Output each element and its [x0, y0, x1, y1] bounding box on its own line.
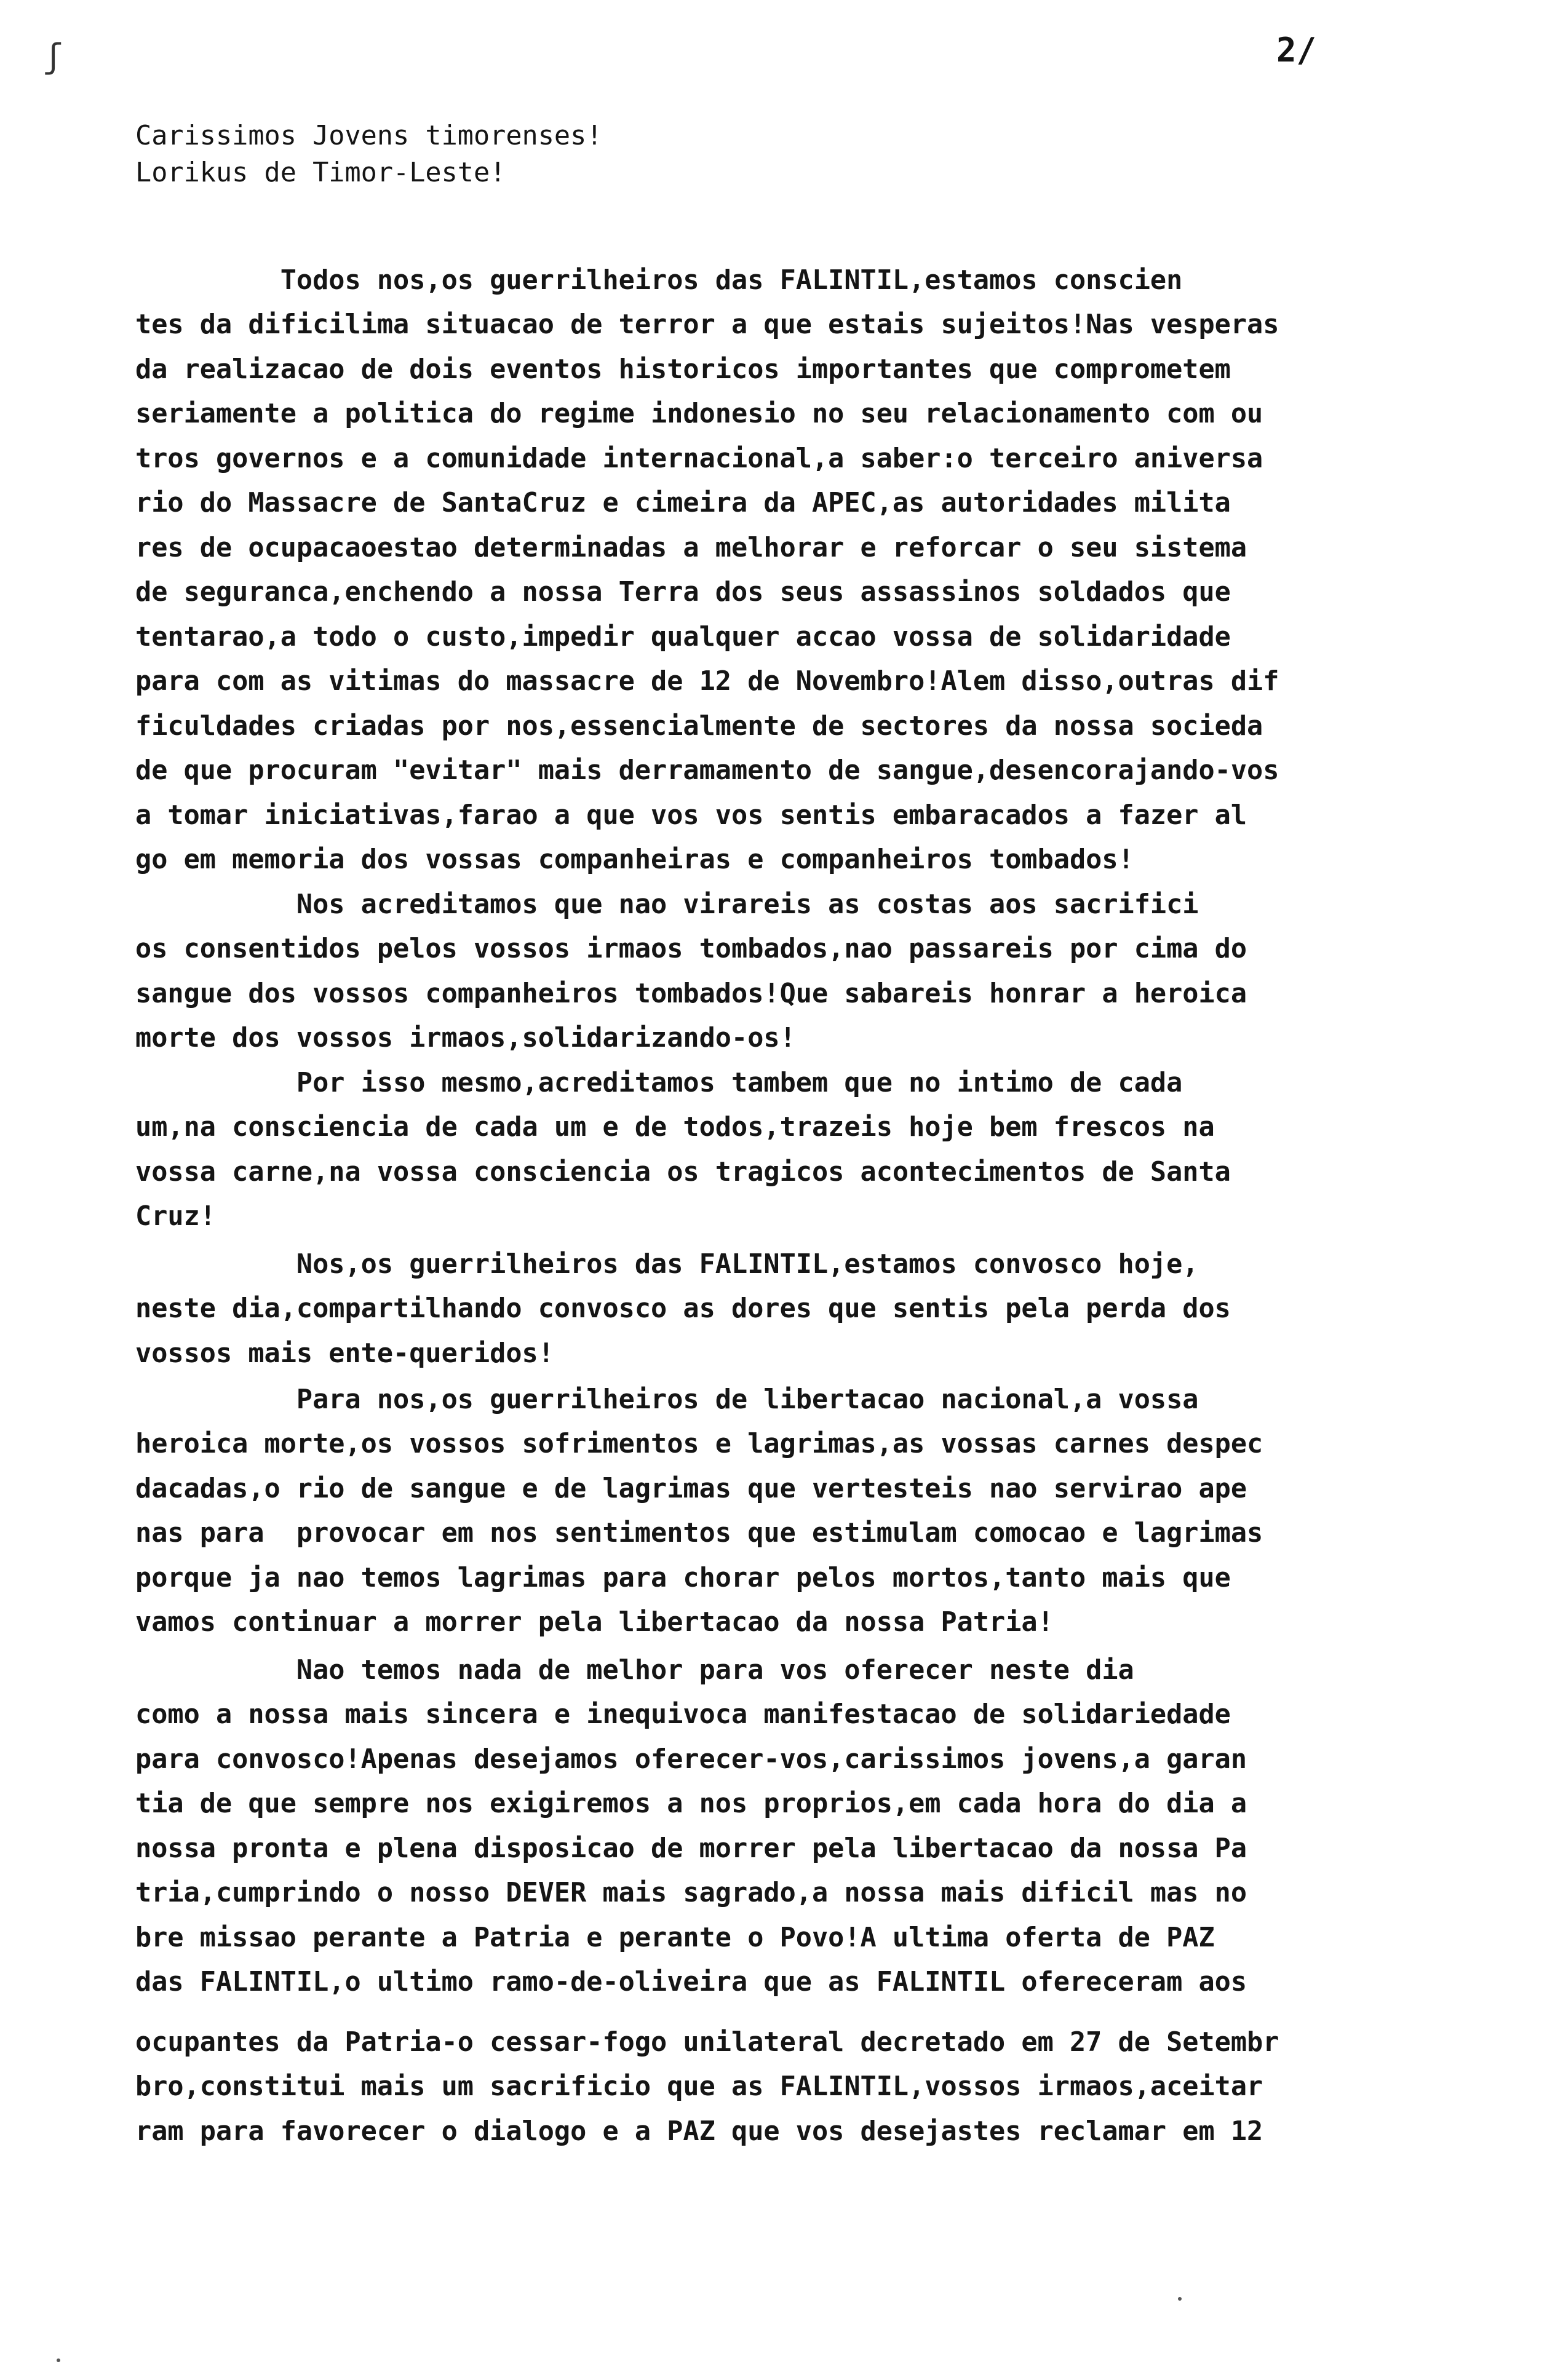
text-line: tentarao,a todo o custo,impedir qualquer accao vossa de solidaridade — [135, 622, 1231, 653]
text-line: um,na consciencia de cada um e de todos,trazeis hoje bem frescos na — [135, 1112, 1215, 1143]
text-line: dacadas,o rio de sangue e de lagrimas que vertesteis nao servirao ape — [135, 1474, 1247, 1504]
text-line: neste dia,compartilhando convosco as dores que sentis pela perda dos — [135, 1293, 1231, 1324]
text-line: go em memoria dos vossas companheiras e companheiros tombados! — [135, 844, 1134, 875]
salutation-line: Lorikus de Timor-Leste! — [135, 157, 506, 188]
text-line: Nos acreditamos que nao virareis as costas aos sacrifici — [135, 889, 1199, 920]
text-line: tes da dificilima situacao de terror a que estais sujeitos!Nas vesperas — [135, 309, 1279, 340]
text-line: vossos mais ente-queridos! — [135, 1338, 554, 1369]
text-line: Nao temos nada de melhor para vos oferecer neste dia — [135, 1655, 1134, 1686]
text-line: bre missao perante a Patria e perante o Povo!A ultima oferta de PAZ — [135, 1922, 1215, 1953]
text-line: seriamente a politica do regime indonesio no seu relacionamento com ou — [135, 399, 1263, 429]
text-line: rio do Massacre de SantaCruz e cimeira da APEC,as autoridades milita — [135, 488, 1231, 518]
text-line: vossa carne,na vossa consciencia os tragicos acontecimentos de Santa — [135, 1157, 1231, 1188]
text-line: heroica morte,os vossos sofrimentos e lagrimas,as vossas carnes despec — [135, 1429, 1263, 1459]
text-line: como a nossa mais sincera e inequivoca manifestacao de solidariedade — [135, 1699, 1231, 1730]
corner-mark: ʃ — [43, 37, 63, 76]
text-line: para convosco!Apenas desejamos oferecer-vos,carissimos jovens,a garan — [135, 1744, 1247, 1775]
text-line: da realizacao de dois eventos historicos importantes que comprometem — [135, 354, 1231, 385]
text-line: tia de que sempre nos exigiremos a nos proprios,em cada hora do dia a — [135, 1788, 1247, 1819]
text-line: Cruz! — [135, 1201, 216, 1232]
text-line: das FALINTIL,o ultimo ramo-de-oliveira que as FALINTIL ofereceram aos — [135, 1967, 1247, 1997]
text-line: ram para favorecer o dialogo e a PAZ que vos desejastes reclamar em 12 — [135, 2116, 1263, 2147]
text-line: os consentidos pelos vossos irmaos tombados,nao passareis por cima do — [135, 934, 1247, 964]
page-number: 2/ — [1276, 31, 1317, 69]
text-line: ocupantes da Patria-o cessar-fogo unilateral decretado em 27 de Setembr — [135, 2027, 1279, 2058]
text-line: nossa pronta e plena disposicao de morrer pela libertacao da nossa Pa — [135, 1833, 1247, 1864]
text-line: sangue dos vossos companheiros tombados!Que sabareis honrar a heroica — [135, 978, 1247, 1009]
text-line: Para nos,os guerrilheiros de libertacao nacional,a vossa — [135, 1384, 1199, 1415]
text-line: Nos,os guerrilheiros das FALINTIL,estamos convosco hoje, — [135, 1249, 1199, 1280]
text-line: de seguranca,enchendo a nossa Terra dos seus assassinos soldados que — [135, 577, 1231, 608]
text-line: res de ocupacaoestao determinadas a melhorar e reforcar o seu sistema — [135, 533, 1247, 563]
text-line: vamos continuar a morrer pela libertacao da nossa Patria! — [135, 1607, 1054, 1638]
text-line: tria,cumprindo o nosso DEVER mais sagrado,a nossa mais dificil mas no — [135, 1878, 1247, 1908]
salutation-line: Carissimos Jovens timorenses! — [135, 121, 603, 151]
text-line: porque ja nao temos lagrimas para chorar pelos mortos,tanto mais que — [135, 1563, 1231, 1593]
text-line: morte dos vossos irmaos,solidarizando-os! — [135, 1023, 796, 1053]
scan-speck — [57, 2358, 60, 2362]
text-line: para com as vitimas do massacre de 12 de Novembro!Alem disso,outras dif — [135, 666, 1279, 697]
text-line: de que procuram "evitar" mais derramamento de sangue,desencorajando-vos — [135, 755, 1279, 786]
text-line: a tomar iniciativas,farao a que vos vos sentis embaracados a fazer al — [135, 800, 1247, 831]
text-line: tros governos e a comunidade internacional,a saber:o terceiro aniversa — [135, 443, 1263, 474]
text-line: nas para provocar em nos sentimentos que estimulam comocao e lagrimas — [135, 1518, 1263, 1549]
scan-speck — [1178, 2297, 1182, 2301]
text-line: Todos nos,os guerrilheiros das FALINTIL,estamos conscien — [135, 265, 1183, 296]
text-line: Por isso mesmo,acreditamos tambem que no intimo de cada — [135, 1068, 1183, 1098]
text-line: bro,constitui mais um sacrificio que as FALINTIL,vossos irmaos,aceitar — [135, 2071, 1263, 2102]
text-line: ficuldades criadas por nos,essencialmente de sectores da nossa socieda — [135, 711, 1263, 742]
